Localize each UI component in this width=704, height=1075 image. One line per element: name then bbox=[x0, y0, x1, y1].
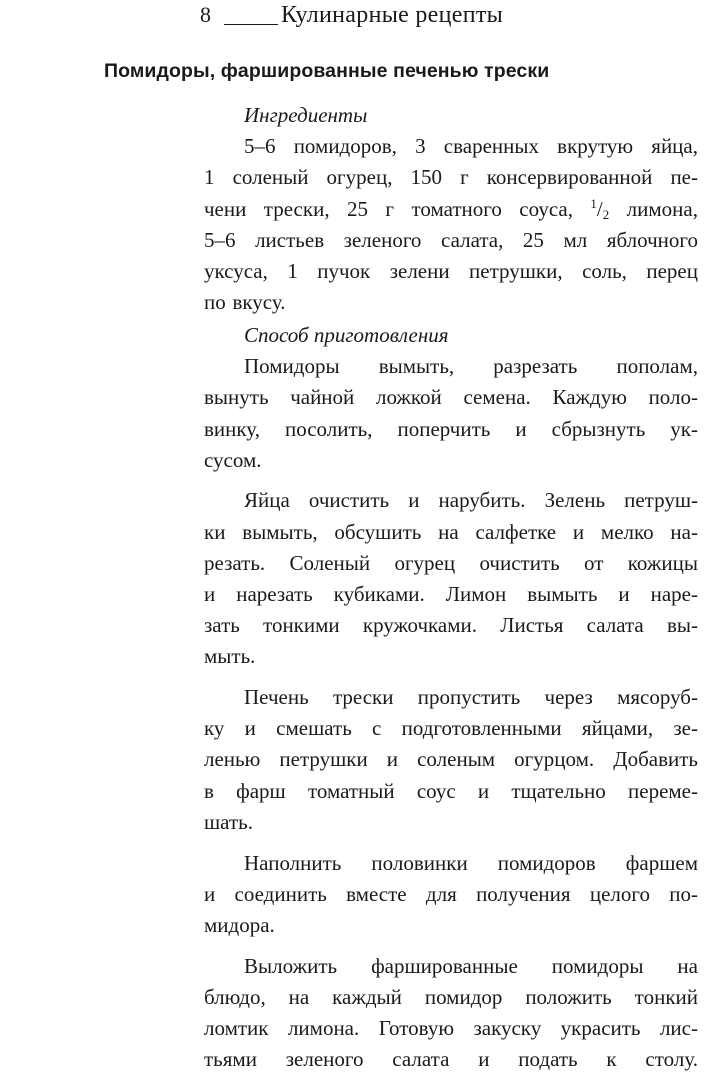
running-header bbox=[0, 0, 704, 40]
recipe-title: Помидоры, фаршированные печенью трески bbox=[104, 60, 550, 82]
ingredients-line: 5–6 листьев зеленого салата, 25 мл яблочного bbox=[204, 227, 698, 252]
method-section bbox=[204, 320, 698, 1075]
method-paragraph bbox=[204, 351, 698, 476]
ingredients-line: 5–6 помидоров, 3 сваренных вкрутую яйца, bbox=[244, 134, 698, 159]
ingredients-line: 1 соленый огурец, 150 г консервированной пе- bbox=[204, 165, 698, 190]
half-fraction bbox=[590, 197, 609, 221]
paragraph-line: резать. Соленый огурец очистить от кожицы bbox=[204, 550, 698, 575]
fraction-slash: / bbox=[596, 196, 603, 221]
ingredients-line: по вкусу. bbox=[204, 290, 286, 315]
paragraph-gap bbox=[204, 941, 698, 951]
paragraph-line: Наполнить половинки помидоров фаршем bbox=[244, 850, 698, 875]
method-paragraph bbox=[204, 682, 698, 838]
ingredients-heading: Ингредиенты bbox=[244, 103, 368, 127]
fraction-denominator: 2 bbox=[602, 206, 610, 222]
paragraph-line: вынуть чайной ложкой семена. Каждую поло- bbox=[204, 385, 698, 410]
page-number: 8 bbox=[200, 2, 211, 27]
book-title: Кулинарные рецепты bbox=[281, 2, 504, 28]
paragraph-gap bbox=[204, 673, 698, 683]
paragraph-gap bbox=[204, 476, 698, 486]
method-paragraph bbox=[204, 485, 698, 672]
paragraph-line: блюдо, на каждый помидор положить тонкий bbox=[204, 984, 698, 1009]
paragraph-line: и нарезать кубиками. Лимон вымыть и нарe- bbox=[204, 582, 698, 606]
ingredients-line bbox=[204, 194, 698, 225]
ingredients-line-text: чени трески, 25 г томатного соуса, bbox=[204, 196, 591, 221]
method-paragraph bbox=[204, 848, 698, 942]
ingredients-section bbox=[204, 100, 698, 318]
paragraph-line: Печень трески пропустить через мясоруб- bbox=[244, 685, 698, 710]
paragraph-line: мыть. bbox=[204, 644, 256, 669]
paragraph-line: Яйца очистить и нарубить. Зелень петруш- bbox=[244, 488, 698, 513]
paragraph-line: Помидоры вымыть, разрезать пополам, bbox=[244, 354, 698, 379]
paragraph-line: шать. bbox=[204, 809, 253, 834]
paragraph-line: ломтик лимона. Готовую закуску украсить лис- bbox=[204, 1015, 698, 1040]
paragraph-line: мидора. bbox=[204, 912, 275, 937]
paragraph-line: ку и смешать с подготовленными яйцами, зе- bbox=[204, 716, 698, 741]
ingredients-line: уксуса, 1 пучок зелени петрушки, соль, перец bbox=[204, 258, 698, 283]
paragraph-line: сусом. bbox=[204, 447, 262, 472]
paragraph-line: зать тонкими кружочками. Листья салата вы- bbox=[204, 613, 698, 638]
ingredients-line-tail: лимона, bbox=[609, 196, 698, 221]
paragraph-line: винку, посолить, поперчить и сбрызнуть ук- bbox=[204, 416, 698, 441]
paragraph-line: Выложить фаршированные помидоры на bbox=[244, 953, 698, 978]
paragraph-line: ки вымыть, обсушить на салфетке и мелко на- bbox=[204, 519, 698, 544]
method-paragraph bbox=[204, 951, 698, 1075]
paragraph-line: в фарш томатный соус и тщательно переме- bbox=[204, 778, 698, 803]
paragraph-gap bbox=[204, 838, 698, 848]
paragraph-line: тьями зеленого салата и подать к столу. bbox=[204, 1047, 698, 1072]
header-rule bbox=[224, 24, 278, 25]
paragraph-line: и соединить вместе для получения целого по- bbox=[204, 881, 698, 906]
fraction-numerator: 1 bbox=[590, 195, 597, 211]
method-heading: Способ приготовления bbox=[244, 323, 449, 347]
paragraph-line: ленью петрушки и соленым огурцом. Добавить bbox=[204, 747, 698, 772]
